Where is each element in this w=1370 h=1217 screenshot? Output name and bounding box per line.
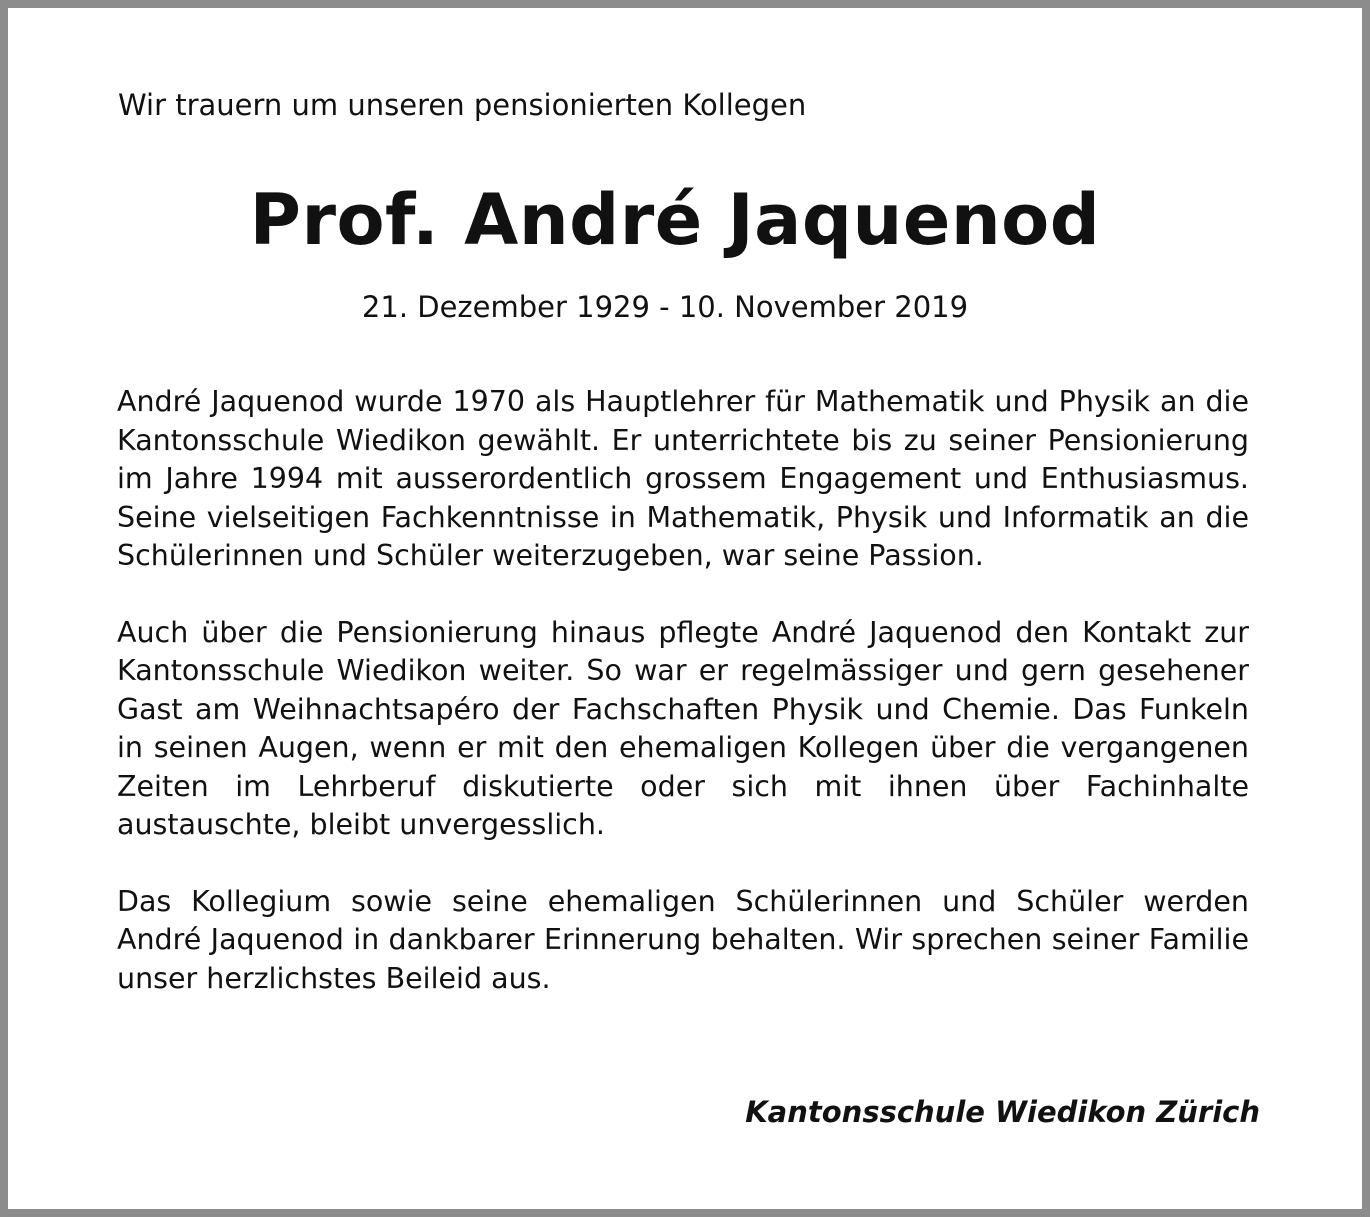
signature: Kantonsschule Wiedikon Zürich	[745, 1095, 1260, 1129]
paragraph-condolence: Das Kollegium sowie seine ehemaligen Schülerinnen und Schüler werden André Jaquenod in dankbarer Erinnerung behalten. Wir sprechen seiner Familie unser herzlichstes Beileid aus.	[117, 884, 1249, 995]
paragraph-career: André Jaquenod wurde 1970 als Hauptlehrer für Mathematik und Physik an die Kantonsschule Wiedikon gewählt. Er unterrichtete bis zu seiner Pensionierung im Jahre 1994 mit ausserordentlich grossem Engagement und Enthusiasmus. Seine vielseitigen Fachkenntnisse in Mathematik, Physik und Informatik an die Schülerinnen und Schüler weiterzugeben, war seine Passion.	[117, 385, 1249, 572]
paragraph-retirement: Auch über die Pensionierung hinaus pflegte André Jaquenod den Kontakt zur Kantonsschule Wiedikon weiter. So war er regelmässiger und gern gesehener Gast am Weihnachtsapéro der Fachschaften Physik und Chemie. Das Funkeln in seinen Augen, wenn er mit den ehemaligen Kollegen über die vergangenen Zeiten im Lehrberuf diskutierte oder sich mit ihnen über Fachinhalte austauschte, bleibt unvergesslich.	[117, 615, 1249, 841]
obituary-body	[117, 383, 1249, 1036]
life-dates: 21. Dezember 1929 - 10. November 2019	[361, 290, 969, 324]
intro-line: Wir trauern um unseren pensionierten Kollegen	[118, 88, 807, 122]
deceased-name: Prof. André Jaquenod	[249, 179, 1101, 261]
